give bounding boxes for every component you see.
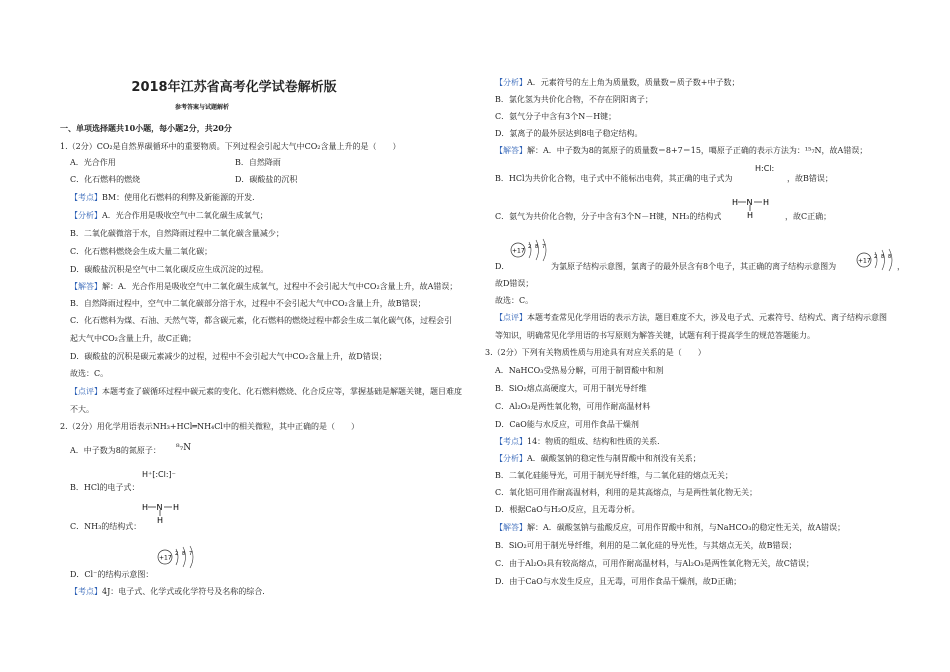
hcl-electron-formula-wrong: H⁺[:Cl:]⁻ (142, 470, 176, 479)
q2-jieda-line: 故D错误； (495, 279, 534, 288)
cl-atom-diagram-d (156, 545, 198, 569)
cl-shell-2: 8 (535, 244, 539, 250)
q3-fenxi (495, 454, 701, 463)
q1-jieda-line: 起大气中CO₂含量上升，故C正确； (70, 334, 197, 343)
nh3-h-left: H (142, 503, 149, 512)
q2-option-a-symbol: ⁸₇N (176, 443, 192, 453)
cl-shell-3: 7 (542, 244, 546, 250)
q1-fenxi-line: D．碳酸盐沉积是空气中二氧化碳反应生成沉淀的过程。 (70, 265, 269, 274)
q3-fenxi-line: C．氧化铝可用作耐高温材料，利用的是其高熔点，与是两性氧化物无关； (495, 488, 758, 497)
nh3-h-left: H (732, 198, 739, 207)
q2-dianping (495, 313, 887, 322)
nh3-n: N (746, 198, 753, 207)
q3-stem: 3.（2分）下列有关物质性质与用途具有对应关系的是（ ） (485, 348, 706, 357)
q3-fenxi-line: B．二氧化硅能导光，可用于制光导纤维，与二氧化硅的熔点无关； (495, 471, 733, 480)
q2-option-c: C．NH₃的结构式： (70, 522, 142, 531)
q3-fenxi-line: A．碳酸氢钠的稳定性与制胃酸中和剂没有关系； (527, 454, 701, 463)
q1-jieda-line: C．化石燃料为煤、石油、天然气等，都含碳元素，化石燃料的燃烧过程中都会生成二氧化碳气体，过程会引 (70, 316, 453, 325)
nh3-h-bottom: H (157, 516, 164, 525)
q2-option-d: D．Cl⁻的结构示意图： (70, 570, 154, 579)
cl-ion-shell-1: 2 (874, 254, 878, 260)
q2-fenxi-line: B．氯化氢为共价化合物，不存在阴阳离子； (495, 95, 653, 104)
q2-stem: 2.（2分）用化学用语表示NH₃+HCl═NH₄Cl中的相关微粒，其中正确的是（ ） (60, 422, 359, 431)
q1-fenxi-line: C．化石燃料燃烧会生成大量二氧化碳； (70, 247, 213, 256)
q2-jieda-line: ， (897, 262, 905, 271)
nh3-structure-figure-right (730, 192, 770, 220)
q1-fenxi-tag: 【分析】 (70, 211, 102, 220)
page-subtitle: 参考答案与试题解析 (175, 104, 230, 111)
cl-shell-3: 7 (189, 551, 193, 557)
q2-dianping-line: 等知识，明确常见化学用语的书写原则为解答关键，试题有利于提高学生的规范答题能力。 (495, 331, 815, 340)
q3-jieda-line: B．SiO₂可用于制光导纤维，利用的是二氧化硅的导光性，与其熔点无关，故B错误； (495, 541, 797, 550)
q2-jieda-line: D． (495, 262, 510, 271)
cl-atom-diagram-jieda (509, 238, 551, 262)
q1-jieda-line: 解：A．光合作用是吸收空气中二氧化碳生成氧气，过程中不会引起大气中CO₂含量上升，故A错误； (102, 282, 458, 291)
q1-jieda-tag: 【解答】 (70, 282, 102, 291)
q1-jieda-line: 故选：C。 (70, 369, 109, 378)
nh3-structure-figure (140, 497, 180, 525)
q3-fenxi-tag: 【分析】 (495, 454, 527, 463)
q2-jieda-line: ，故C正确； (785, 212, 832, 221)
page-title: 2018年江苏省高考化学试卷解析版 (131, 80, 337, 95)
q2-jieda-tag: 【解答】 (495, 146, 527, 155)
q1-kaodian-text: BM：使用化石燃料的利弊及新能源的开发． (102, 193, 261, 202)
q1-option-d: D．碳酸盐的沉积 (235, 175, 298, 184)
section-heading: 一、单项选择题共10小题，每小题2分，共20分 (60, 123, 232, 133)
q2-option-b: B．HCl的电子式： (70, 483, 140, 492)
q3-fenxi-line: D．根据CaO与H₂O反应，且无毒分析。 (495, 505, 640, 514)
nh3-h-right: H (763, 198, 770, 207)
q1-option-b: B．自然降雨 (235, 158, 281, 167)
cl-shell-1: 2 (528, 244, 532, 250)
q3-jieda-line: 解：A．碳酸氢钠与盐酸反应，可用作胃酸中和剂，与NaHCO₃的稳定性无关，故A错误； (527, 523, 846, 532)
q2-fenxi-line: C．氨气分子中含有3个N－H键； (495, 112, 617, 121)
q1-kaodian (60, 193, 260, 202)
q1-jieda-line: D．碳酸盐的沉积是碳元素减少的过程，过程中不会引起大气中CO₂含量上升，故D错误； (70, 352, 387, 361)
cl-shell-2: 8 (182, 551, 186, 557)
q2-fenxi (495, 78, 739, 87)
q2-jieda-line: C．氨气为共价化合物，分子中含有3个N－H键，NH₃的结构式 (495, 212, 722, 221)
q1-fenxi-line: A．光合作用是吸收空气中二氧化碳生成氧气； (102, 211, 268, 220)
q3-option-d: D．CaO能与水反应，可用作食品干燥剂 (495, 420, 639, 429)
q2-jieda-line: 故选：C。 (495, 296, 534, 305)
nh3-h-right: H (173, 503, 180, 512)
q2-jieda (495, 146, 867, 155)
hcl-electron-formula-right: H:Cl: (755, 164, 775, 173)
q1-dianping-tag: 【点评】 (70, 387, 102, 396)
q3-kaodian-text: 14：物质的组成、结构和性质的关系． (527, 437, 666, 446)
q1-dianping (60, 387, 462, 396)
q3-option-a: A．NaHCO₃受热易分解，可用于制胃酸中和剂 (495, 366, 664, 375)
q2-jieda-line: B．HCl为共价化合物，电子式中不能标出电荷，其正确的电子式为 (495, 174, 733, 183)
q2-fenxi-line: D．氯离子的最外层达到8电子稳定结构。 (495, 129, 643, 138)
cl-ion-diagram (855, 248, 897, 272)
nh3-h-bottom: H (747, 211, 754, 220)
q2-kaodian-text: 4J：电子式、化学式或化学符号及名称的综合． (102, 587, 271, 596)
cl-nucleus: +17 (512, 247, 525, 255)
cl-ion-shell-3: 8 (888, 254, 892, 260)
q3-jieda-line: D．由于CaO与水发生反应，且无毒，可用作食品干燥剂，故D正确； (495, 577, 742, 586)
q1-kaodian-tag: 【考点】 (70, 193, 102, 202)
q1-jieda-line: B．自然降雨过程中，空气中二氧化碳部分溶于水，过程中不会引起大气中CO₂含量上升，故B错误； (70, 299, 426, 308)
q1-dianping-line: 不大。 (70, 405, 94, 414)
q3-jieda (495, 523, 845, 532)
q2-fenxi-tag: 【分析】 (495, 78, 527, 87)
q1-option-a: A．光合作用 (70, 158, 116, 167)
q1-jieda (60, 282, 457, 291)
q3-jieda-line: C．由于Al₂O₃具有较高熔点，可用作耐高温材料，与Al₂O₃是两性氧化物无关，故C错误； (495, 559, 814, 568)
q2-jieda-line: 解：A．中子数为8的氮原子的质量数＝8+7＝15，噶原子正确的表示方法为：¹⁵₇N，故A错误； (527, 146, 868, 155)
q2-jieda-line: ，故B错误； (787, 174, 833, 183)
q2-fenxi-line: A．元素符号的左上角为质量数，质量数＝质子数+中子数； (527, 78, 740, 87)
q2-option-a: A．中子数为8的氮原子： (70, 446, 161, 455)
q3-option-b: B．SiO₂熔点高硬度大，可用于制光导纤维 (495, 384, 647, 393)
nh3-n: N (156, 503, 163, 512)
q2-dianping-tag: 【点评】 (495, 313, 527, 322)
q1-option-c: C．化石燃料的燃烧 (70, 175, 141, 184)
q1-fenxi (60, 211, 268, 220)
q1-fenxi-line: B．二氧化碳微溶于水，自然降雨过程中二氧化碳含量减少； (70, 229, 284, 238)
q3-kaodian (495, 437, 665, 446)
cl-ion-shell-2: 8 (881, 254, 885, 260)
q2-dianping-line: 本题考查常见化学用语的表示方法，题目难度不大，涉及电子式、元素符号、结构式、离子结构示意图 (527, 313, 887, 322)
q1-dianping-line: 本题考查了碳循环过程中碳元素的变化、化石燃料燃烧、化合反应等，掌握基础是解题关键，题目难度 (102, 387, 462, 396)
q3-jieda-tag: 【解答】 (495, 523, 527, 532)
q3-kaodian-tag: 【考点】 (495, 437, 527, 446)
q2-jieda-line: 为氯原子结构示意图，氯离子的最外层含有8个电子，其正确的离子结构示意图为 (551, 262, 837, 271)
q2-kaodian (60, 587, 270, 596)
q3-option-c: C．Al₂O₃是两性氧化物，可用作耐高温材料 (495, 402, 651, 411)
cl-ion-nucleus: +17 (858, 257, 871, 265)
cl-shell-1: 2 (175, 551, 179, 557)
q2-kaodian-tag: 【考点】 (70, 587, 102, 596)
cl-nucleus: +17 (159, 554, 172, 562)
q1-stem: 1.（2分）CO₂是自然界碳循环中的重要物质。下列过程会引起大气中CO₂含量上升的是（ ） (60, 142, 401, 151)
